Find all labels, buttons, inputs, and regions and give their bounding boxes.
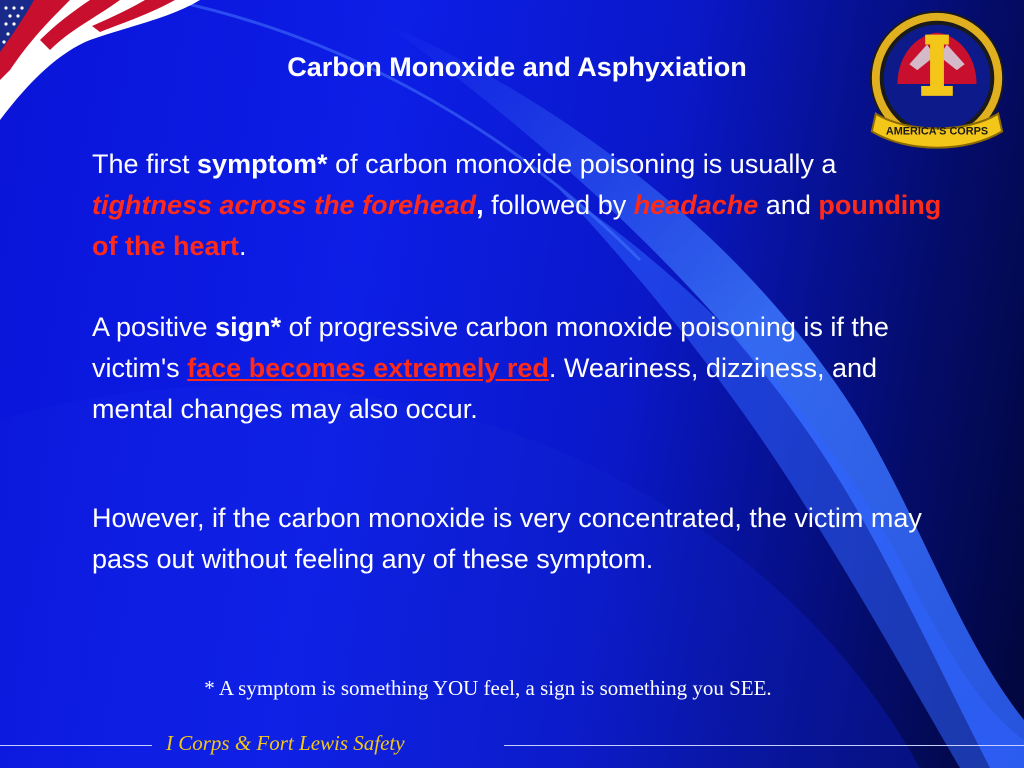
footer-divider-left [0,745,152,746]
p1-term-symptom: symptom* [197,149,328,179]
p1-period: . [239,231,247,261]
p1-text-2: of carbon monoxide poisoning is usually a [327,149,837,179]
p2-text-2: of progressive carbon monoxide poisoning is if the victim's [92,312,889,383]
p1-text-4: and [758,190,819,220]
p2-text-3: . Weariness, dizziness, and mental changes may also occur. [92,353,878,424]
footer-divider-right [504,745,1024,746]
p1-text-3: followed by [483,190,634,220]
p1-highlight-heart: pounding of the heart [92,190,942,261]
paragraph-concentrated: However, if the carbon monoxide is very concentrated, the victim may pass out without feeling any of these symptom. [92,503,922,574]
p2-term-sign: sign* [215,312,282,342]
footer-text: I Corps & Fort Lewis Safety [166,731,405,755]
p1-comma: , [476,190,484,220]
paragraph-sign [92,307,942,430]
p1-highlight-headache: headache [633,190,759,220]
p2-highlight-face-red: face becomes extremely red [187,353,549,383]
p1-highlight-forehead: tightness across the forehead [92,190,477,220]
paragraph-symptom [92,144,942,267]
svg-text:AMERICA'S CORPS: AMERICA'S CORPS [885,125,989,138]
p2-text-1: A positive [92,312,216,342]
p1-text-1: The first [92,149,198,179]
slide-title: Carbon Monoxide and Asphyxiation [287,52,747,82]
footnote: * A symptom is something YOU feel, a sign is something you SEE. [204,676,772,700]
i-corps-emblem [858,5,1016,163]
